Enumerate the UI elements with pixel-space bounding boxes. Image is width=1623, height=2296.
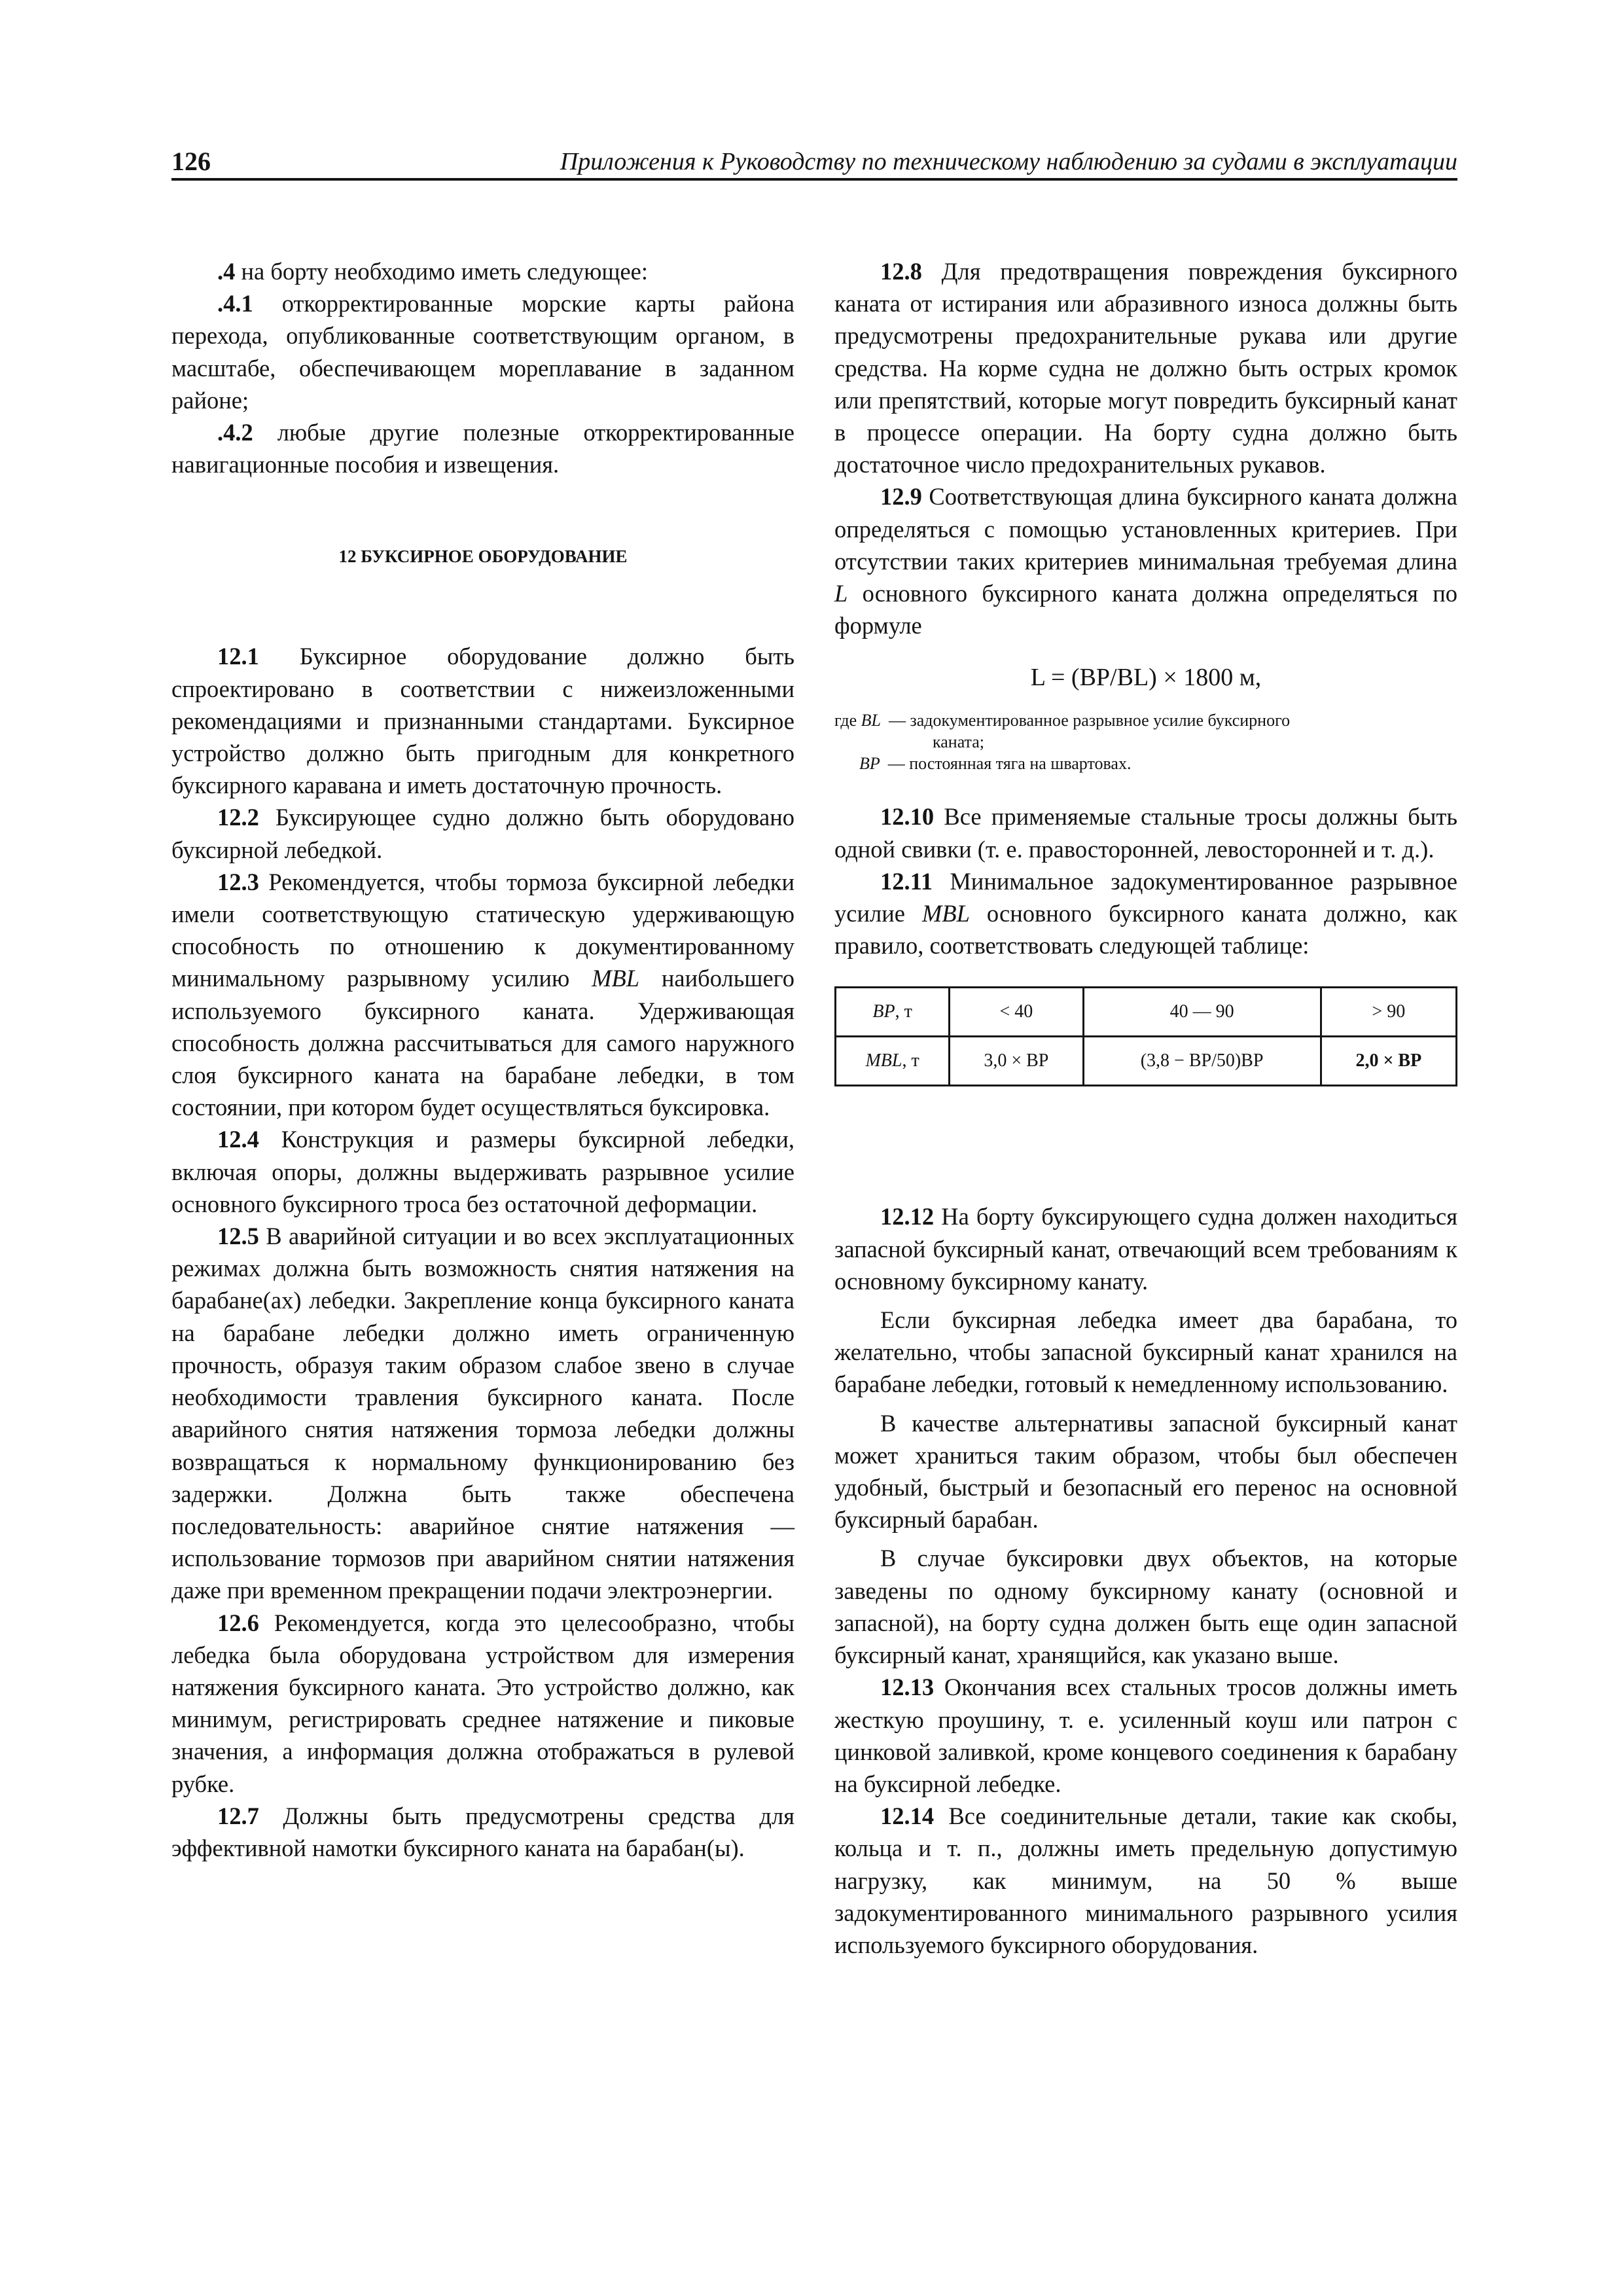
paragraph-12-9: 12.9 Соответствующая длина буксирного каната должна определяться с помощью установленных критериев. При отсутствии таких критериев минимальная требуемая длина L основного буксирного каната должна определяться по формуле bbox=[834, 483, 1457, 639]
section-title: 12 БУКСИРНОЕ ОБОРУДОВАНИЕ bbox=[338, 547, 628, 567]
mbl-table bbox=[834, 986, 1457, 1086]
paragraph-12-1: 12.1 Буксирное оборудование должно быть спроектировано в соответствии с нижеизложенными рекомендациями и признанными стандартами. Буксирное устройство должно быть пригодным для конкретного буксирного каравана и иметь достаточную прочность. bbox=[171, 643, 794, 799]
tow-length-formula: L = (BP/BL) × 1800 м, bbox=[1030, 664, 1262, 692]
table-cell: 2,0 × BP bbox=[1321, 1037, 1456, 1086]
table-row bbox=[836, 988, 1457, 1037]
table-cell: 40 — 90 bbox=[1083, 988, 1321, 1037]
table-cell: BP, т bbox=[836, 988, 950, 1037]
paragraph-12-4: 12.4 Конструкция и размеры буксирной лебедки, включая опоры, должны выдерживать разрывное усилие основного буксирного троса без остаточной деформации. bbox=[171, 1126, 794, 1217]
paragraph-12-7: 12.7 Должны быть предусмотрены средства для эффективной намотки буксирного каната на барабан(ы). bbox=[171, 1802, 794, 1861]
paragraph-12-8: 12.8 Для предотвращения повреждения буксирного каната от истирания или абразивного износа должны быть предусмотрены предохранительные рукава или другие средства. На корме судна не должно быть острых кромок или препятствий, которые могут повредить буксирный канат в процессе операции. На борту судна должно быть достаточное число предохранительных рукавов. bbox=[834, 258, 1457, 478]
table-cell: 3,0 × BP bbox=[950, 1037, 1083, 1086]
formula-legend bbox=[834, 709, 1457, 774]
table-cell: MBL, т bbox=[836, 1037, 950, 1086]
paragraph-two-objects: В случае буксировки двух объектов, на которые заведены по одному буксирному канату (основной и запасной), на борту судна должен быть еще один запасной буксирный канат, хранящийся, как указано выше. bbox=[834, 1545, 1457, 1669]
paragraph-4-2: .4.2 любые другие полезные откорректированные навигационные пособия и извещения. bbox=[171, 419, 794, 478]
table-cell: > 90 bbox=[1321, 988, 1456, 1037]
page-number: 126 bbox=[171, 147, 211, 176]
paragraph-spare-drum: Если буксирная лебедка имеет два барабана, то желательно, чтобы запасной буксирный канат хранился на барабане лебедки, готовый к немедленному использованию. bbox=[834, 1306, 1457, 1398]
legend-bl: где BL — задокументированное разрывное усилие буксирного bbox=[834, 711, 1291, 730]
paragraph-12-11: 12.11 Минимальное задокументированное разрывное усилие MBL основного буксирного каната должно, как правило, соответствовать следующей таблице: bbox=[834, 867, 1457, 960]
paragraph-4: .4 на борту необходимо иметь следующее: bbox=[217, 258, 649, 285]
right-column bbox=[834, 255, 1457, 1961]
paragraph-12-6: 12.6 Рекомендуется, когда это целесообразно, чтобы лебедка была оборудована устройством для измерения натяжения буксирного каната. Это устройство должно, как минимум, регистрировать среднее натяжение и пиковые значения, а информация должна отображаться в рулевой рубке. bbox=[171, 1609, 794, 1797]
paragraph-12-3: 12.3 Рекомендуется, чтобы тормоза буксирной лебедки имели соответствующую статическую удерживающую способность по отношению к документированному минимальному разрывному усилию MBL наибольшего используемого буксирного каната. Удерживающая способность должна рассчитываться для самого наружного слоя буксирного каната на барабане лебедки, в том состоянии, при котором будет осуществляться буксировка. bbox=[171, 868, 794, 1121]
paragraph-12-2: 12.2 Буксирующее судно должно быть оборудовано буксирной лебедкой. bbox=[171, 804, 794, 863]
running-title: Приложения к Руководству по техническому наблюдению за судами в эксплуатации bbox=[560, 148, 1457, 175]
paragraph-12-12: 12.12 На борту буксирующего судна должен находиться запасной буксирный канат, отвечающий всем требованиям к основному буксирному канату. bbox=[834, 1203, 1457, 1295]
header-rule bbox=[171, 178, 1457, 181]
page-header bbox=[171, 145, 1457, 178]
paragraph-12-10: 12.10 Все применяемые стальные тросы должны быть одной свивки (т. е. правосторонней, левосторонней и т. д.). bbox=[834, 803, 1457, 863]
legend-bl-cont: каната; bbox=[933, 732, 985, 752]
table-row bbox=[836, 1037, 1457, 1086]
left-column bbox=[171, 255, 794, 1864]
table-cell: < 40 bbox=[950, 988, 1083, 1037]
paragraph-12-14: 12.14 Все соединительные детали, такие как скобы, кольца и т. п., должны иметь предельную допустимую нагрузку, как минимум, на 50 % выше задокументированного минимального разрывного усилия используемого буксирного оборудования. bbox=[834, 1803, 1457, 1958]
paragraph-12-13: 12.13 Окончания всех стальных тросов должны иметь жесткую проушину, т. е. усиленный коуш или патрон с цинковой заливкой, кроме концевого соединения к барабану на буксирной лебедке. bbox=[834, 1674, 1457, 1797]
paragraph-4-1: .4.1 откорректированные морские карты района перехода, опубликованные соответствующим органом, в масштабе, обеспечивающем мореплавание в заданном районе; bbox=[171, 290, 794, 414]
table-cell: (3,8 − BP/50)BP bbox=[1083, 1037, 1321, 1086]
paragraph-12-5: 12.5 В аварийной ситуации и во всех эксплуатационных режимах должна быть возможность снятия натяжения на барабане(ах) лебедки. Закрепление конца буксирного каната на барабане лебедки должно иметь ограниченную прочность, образуя таким образом слабое звено в случае необходимости травления буксирного каната. После аварийного снятия натяжения тормоза лебедки должны возвращаться к нормальному функционированию без задержки. Должна быть также обеспечена последовательность: аварийное снятие натяжения — использование тормозов при аварийном снятии натяжения даже при временном прекращении подачи электроэнергии. bbox=[171, 1223, 794, 1604]
paragraph-alternative: В качестве альтернативы запасной буксирный канат может храниться таким образом, чтобы был обеспечен удобный, быстрый и безопасный его перенос на основной буксирный барабан. bbox=[834, 1409, 1457, 1534]
legend-bp: BP — постоянная тяга на швартовах. bbox=[859, 754, 1132, 774]
